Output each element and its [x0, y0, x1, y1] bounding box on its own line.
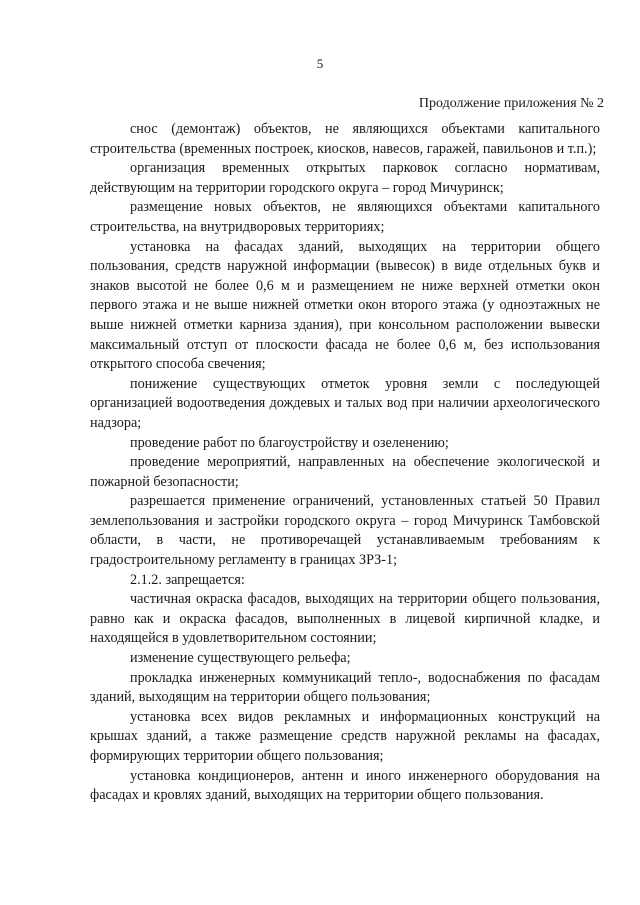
paragraph: разрешается применение ограничений, установленных статьей 50 Правил землепользования и застройки городского округа – город Мичуринск Тамбовской области, в части, не противоречащей устанавливаемым требованиям к градостроительному регламенту в границах ЗРЗ-1;	[90, 493, 600, 569]
paragraph: установка на фасадах зданий, выходящих на территории общего пользования, средств наружной информации (вывесок) в виде отдельных букв и знаков высотой не более 0,6 м и размещением не ниже верхней отметки окон первого этажа и не выше нижней отметки окон второго этажа (у одноэтажных не выше нижней отметки карниза здания), при консольном расположении вывески максимальный отступ от плоскости фасада не более 0,6 м, без использования открытого способа свечения;	[90, 238, 600, 373]
appendix-continuation-header: Продолжение приложения № 2	[418, 96, 604, 111]
page-number: 5	[316, 56, 324, 71]
paragraph: проведение мероприятий, направленных на обеспечение экологической и пожарной безопасности;	[90, 454, 600, 490]
paragraph: изменение существующего рельефа;	[130, 650, 351, 667]
paragraph: организация временных открытых парковок согласно нормативам, действующим на территории городского округа – город Мичуринск;	[90, 160, 600, 196]
paragraph: понижение существующих отметок уровня земли с последующей организацией водоотведения дождевых и талых вод при наличии археологического надзора;	[90, 375, 600, 431]
paragraph: установка кондиционеров, антенн и иного инженерного оборудования на фасадах и кровлях зданий, выходящих на территории общего пользования.	[90, 767, 600, 804]
paragraph: прокладка инженерных коммуникаций тепло-, водоснабжения по фасадам зданий, выходящим на территории общего пользования;	[90, 669, 600, 706]
paragraph: установка всех видов рекламных и информационных конструкций на крышах зданий, а также размещение средств наружной рекламы на фасадах, формирующих территории общего пользования;	[90, 708, 600, 764]
paragraph: снос (демонтаж) объектов, не являющихся объектами капитального строительства (временных построек, киосков, навесов, гаражей, павильонов и т.п.);	[90, 121, 600, 157]
section-heading: 2.1.2. запрещается:	[130, 571, 245, 588]
paragraph: проведение работ по благоустройству и озеленению;	[130, 434, 449, 451]
paragraph: размещение новых объектов, не являющихся объектами капитального строительства, на внутридворовых территориях;	[90, 199, 600, 235]
document-body	[90, 120, 600, 806]
paragraph: частичная окраска фасадов, выходящих на территории общего пользования, равно как и окраска фасадов, выполненных в лицевой кирпичной кладке, и находящейся в удовлетворительном состоянии;	[90, 591, 600, 647]
